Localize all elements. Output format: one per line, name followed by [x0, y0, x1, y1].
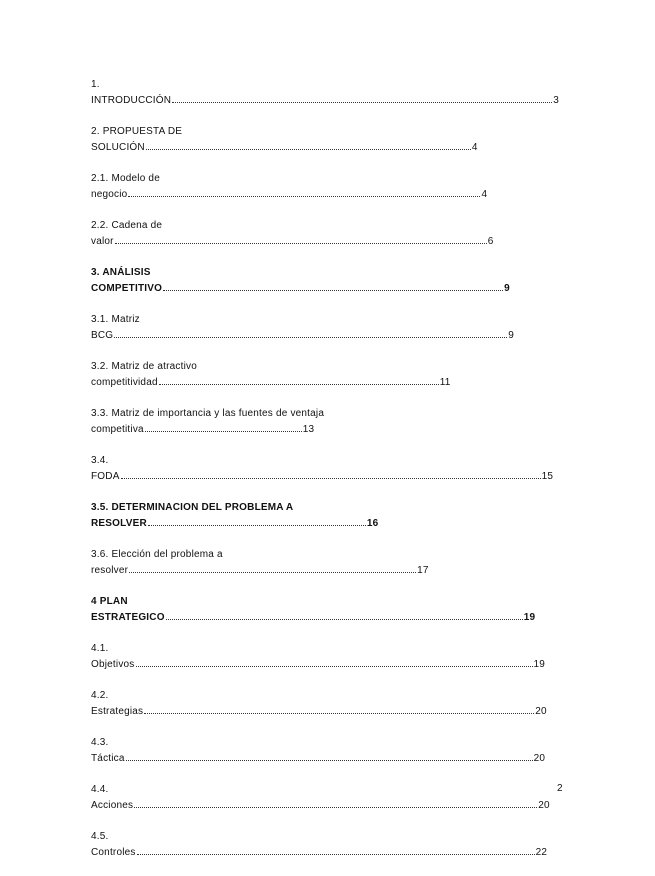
- toc-entry: [91, 77, 561, 109]
- toc-page-number: 4: [471, 142, 478, 153]
- leader-dots: [166, 610, 523, 620]
- toc-entry-heading: 1.: [91, 79, 100, 90]
- toc-page-number: 17: [417, 565, 429, 576]
- leader-dots: [144, 704, 534, 714]
- toc-entry: [91, 500, 561, 532]
- toc-entry: [91, 829, 561, 861]
- toc-page-number: 4: [481, 189, 488, 200]
- toc-entry: [91, 453, 561, 485]
- toc-entry-title: Estrategias: [91, 706, 144, 717]
- toc-entry-title: negocio: [91, 189, 128, 200]
- toc-entry-title: SOLUCIÓN: [91, 142, 145, 153]
- toc-entry-title: Controles: [91, 847, 136, 858]
- leader-dots: [134, 798, 537, 808]
- toc-page-number: 20: [538, 800, 550, 811]
- toc-entry-title: INTRODUCCIÓN: [91, 95, 172, 106]
- toc-entry: [91, 406, 561, 438]
- toc-entry: [91, 641, 561, 673]
- toc-entry: [91, 547, 561, 579]
- toc-entry-heading: 3.1. Matriz: [91, 314, 140, 325]
- leader-dots: [163, 281, 503, 291]
- toc-page-number: 20: [533, 753, 546, 764]
- toc-entry: [91, 218, 561, 250]
- toc-page-number: 15: [541, 471, 554, 482]
- toc-page-number: 3: [553, 95, 559, 106]
- toc-page-number: 19: [523, 612, 536, 623]
- leader-dots: [136, 657, 533, 667]
- toc-page-number: 19: [533, 659, 546, 670]
- toc-entry: [91, 688, 561, 720]
- toc-page-number: 11: [439, 377, 451, 388]
- toc-page-number: 9: [508, 330, 515, 341]
- toc-page-number: 6: [487, 236, 494, 247]
- leader-dots: [137, 845, 535, 855]
- leader-dots: [148, 516, 366, 526]
- table-of-contents: [91, 77, 561, 876]
- toc-entry: [91, 171, 561, 203]
- toc-entry-heading: 4.1.: [91, 643, 109, 654]
- toc-entry-heading: 4.3.: [91, 737, 109, 748]
- leader-dots: [114, 328, 507, 338]
- toc-entry: [91, 124, 561, 156]
- leader-dots: [159, 375, 439, 385]
- toc-entry: [91, 594, 561, 626]
- toc-entry-heading: 4.4.: [91, 784, 109, 795]
- leader-dots: [128, 187, 480, 197]
- toc-entry-title: Táctica: [91, 753, 125, 764]
- toc-entry-heading: 3.4.: [91, 455, 109, 466]
- leader-dots: [146, 140, 471, 150]
- toc-entry-title: competitividad: [91, 377, 158, 388]
- leader-dots: [115, 234, 487, 244]
- toc-entry-heading: 3.6. Elección del problema a: [91, 549, 223, 560]
- leader-dots: [126, 751, 533, 761]
- toc-entry-heading: 2.1. Modelo de: [91, 173, 160, 184]
- toc-entry-title: BCG: [91, 330, 114, 341]
- toc-entry-title: ESTRATEGICO: [91, 612, 165, 623]
- toc-page-number: 16: [366, 518, 379, 529]
- toc-entry-heading: 2. PROPUESTA DE: [91, 126, 183, 137]
- toc-entry-title: Acciones: [91, 800, 134, 811]
- toc-entry: [91, 359, 561, 391]
- toc-entry-heading: 3.5. DETERMINACION DEL PROBLEMA A: [91, 502, 294, 513]
- toc-page-number: 13: [302, 424, 315, 435]
- toc-entry-heading: 3.3. Matriz de importancia y las fuentes de ventaja: [91, 408, 325, 419]
- toc-entry-heading: 4.5.: [91, 831, 109, 842]
- toc-entry-heading: 3.2. Matriz de atractivo: [91, 361, 197, 372]
- toc-entry: [91, 782, 561, 814]
- toc-entry-title: COMPETITIVO: [91, 283, 163, 294]
- leader-dots: [121, 469, 541, 479]
- toc-page-number: 9: [504, 283, 510, 294]
- toc-entry: [91, 735, 561, 767]
- toc-entry-title: RESOLVER: [91, 518, 147, 529]
- toc-entry-title: FODA: [91, 471, 120, 482]
- toc-entry-title: valor: [91, 236, 114, 247]
- toc-page-number: 22: [535, 847, 548, 858]
- leader-dots: [172, 93, 552, 103]
- page-number: 2: [557, 783, 563, 794]
- leader-dots: [145, 422, 302, 432]
- toc-entry-heading: 3. ANÁLISIS: [91, 267, 151, 278]
- toc-entry-title: Objetivos: [91, 659, 135, 670]
- toc-entry: [91, 265, 561, 297]
- toc-entry-title: competitiva: [91, 424, 144, 435]
- toc-entry-heading: 4 PLAN: [91, 596, 128, 607]
- toc-page-number: 20: [535, 706, 547, 717]
- toc-entry: [91, 312, 561, 344]
- toc-entry-title: resolver: [91, 565, 129, 576]
- toc-entry-heading: 2.2. Cadena de: [91, 220, 163, 231]
- toc-entry-heading: 4.2.: [91, 690, 109, 701]
- leader-dots: [129, 563, 416, 573]
